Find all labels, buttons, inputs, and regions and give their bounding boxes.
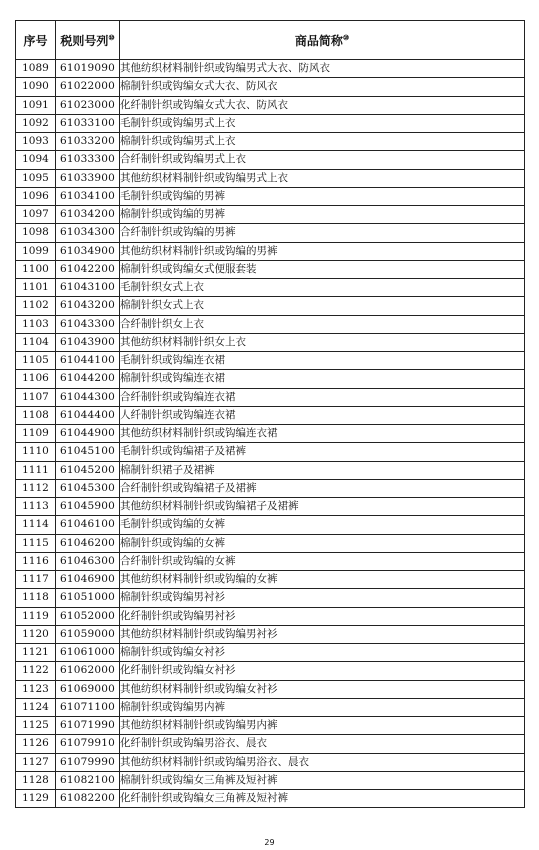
- cell-serial-number: 1091: [16, 96, 56, 114]
- cell-tariff-code: 61044100: [56, 352, 120, 370]
- table-row: [16, 333, 525, 351]
- table-row: [16, 297, 525, 315]
- cell-serial-number: 1102: [16, 297, 56, 315]
- cell-serial-number: 1095: [16, 169, 56, 187]
- cell-product-name: 人纤制针织或钩编连衣裙: [120, 406, 525, 424]
- cell-product-name: 毛制针织或钩编的女裤: [120, 516, 525, 534]
- cell-serial-number: 1112: [16, 479, 56, 497]
- cell-product-name: 其他纺织材料制针织女上衣: [120, 333, 525, 351]
- cell-product-name: 其他纺织材料制针织或钩编男衬衫: [120, 625, 525, 643]
- cell-serial-number: 1108: [16, 406, 56, 424]
- table-row: [16, 370, 525, 388]
- cell-tariff-code: 61062000: [56, 662, 120, 680]
- table-row: [16, 133, 525, 151]
- table-row: [16, 735, 525, 753]
- cell-tariff-code: 61045300: [56, 479, 120, 497]
- cell-product-name: 毛制针织或钩编裙子及裙裤: [120, 443, 525, 461]
- cell-tariff-code: 61046300: [56, 552, 120, 570]
- cell-product-name: 其他纺织材料制针织或钩编男内裤: [120, 717, 525, 735]
- cell-tariff-code: 61033200: [56, 133, 120, 151]
- cell-product-name: 棉制针织或钩编男内裤: [120, 698, 525, 716]
- cell-serial-number: 1113: [16, 498, 56, 516]
- cell-serial-number: 1123: [16, 680, 56, 698]
- table-row: [16, 662, 525, 680]
- cell-product-name: 棉制针织或钩编女式大衣、防风衣: [120, 78, 525, 96]
- cell-serial-number: 1096: [16, 187, 56, 205]
- cell-tariff-code: 61071990: [56, 717, 120, 735]
- table-row: [16, 534, 525, 552]
- table-row: [16, 644, 525, 662]
- table-row: [16, 151, 525, 169]
- table-row: [16, 260, 525, 278]
- table-row: [16, 352, 525, 370]
- cell-product-name: 棉制针织女式上衣: [120, 297, 525, 315]
- cell-serial-number: 1100: [16, 260, 56, 278]
- table-row: [16, 96, 525, 114]
- cell-product-name: 毛制针织或钩编的男裤: [120, 187, 525, 205]
- cell-tariff-code: 61045900: [56, 498, 120, 516]
- cell-tariff-code: 61059000: [56, 625, 120, 643]
- cell-serial-number: 1090: [16, 78, 56, 96]
- cell-serial-number: 1098: [16, 224, 56, 242]
- cell-product-name: 其他纺织材料制针织或钩编裙子及裙裤: [120, 498, 525, 516]
- table-row: [16, 571, 525, 589]
- cell-product-name: 合纤制针织女上衣: [120, 315, 525, 333]
- cell-product-name: 其他纺织材料制针织或钩编连衣裙: [120, 425, 525, 443]
- table-row: [16, 224, 525, 242]
- cell-serial-number: 1105: [16, 352, 56, 370]
- table-row: [16, 388, 525, 406]
- cell-tariff-code: 61034200: [56, 206, 120, 224]
- cell-serial-number: 1106: [16, 370, 56, 388]
- table-row: [16, 479, 525, 497]
- cell-product-name: 合纤制针织或钩编连衣裙: [120, 388, 525, 406]
- table-row: [16, 78, 525, 96]
- cell-tariff-code: 61079990: [56, 753, 120, 771]
- table-row: [16, 753, 525, 771]
- table-row: [16, 279, 525, 297]
- cell-product-name: 其他纺织材料制针织或钩编男式上衣: [120, 169, 525, 187]
- cell-product-name: 其他纺织材料制针织或钩编的女裤: [120, 571, 525, 589]
- cell-product-name: 合纤制针织或钩编的男裤: [120, 224, 525, 242]
- header-serial-number: 序号: [16, 21, 56, 60]
- cell-product-name: 化纤制针织或钩编女衬衫: [120, 662, 525, 680]
- cell-tariff-code: 61042200: [56, 260, 120, 278]
- cell-tariff-code: 61044900: [56, 425, 120, 443]
- cell-serial-number: 1092: [16, 114, 56, 132]
- cell-tariff-code: 61079910: [56, 735, 120, 753]
- table-row: [16, 498, 525, 516]
- table-row: [16, 461, 525, 479]
- cell-serial-number: 1129: [16, 790, 56, 808]
- cell-serial-number: 1101: [16, 279, 56, 297]
- header-tariff-code: 税则号列⑩: [56, 21, 120, 60]
- table-row: [16, 60, 525, 78]
- cell-tariff-code: 61045100: [56, 443, 120, 461]
- cell-product-name: 棉制针织或钩编女式便服套装: [120, 260, 525, 278]
- cell-product-name: 化纤制针织或钩编男衬衫: [120, 607, 525, 625]
- cell-serial-number: 1109: [16, 425, 56, 443]
- cell-tariff-code: 61043900: [56, 333, 120, 351]
- cell-tariff-code: 61082200: [56, 790, 120, 808]
- cell-product-name: 棉制针织或钩编的女裤: [120, 534, 525, 552]
- cell-tariff-code: 61052000: [56, 607, 120, 625]
- cell-product-name: 棉制针织或钩编女三角裤及短衬裤: [120, 771, 525, 789]
- cell-tariff-code: 61071100: [56, 698, 120, 716]
- cell-serial-number: 1103: [16, 315, 56, 333]
- cell-serial-number: 1111: [16, 461, 56, 479]
- cell-tariff-code: 61044300: [56, 388, 120, 406]
- cell-serial-number: 1124: [16, 698, 56, 716]
- cell-serial-number: 1121: [16, 644, 56, 662]
- tariff-table: [15, 20, 525, 808]
- cell-tariff-code: 61043100: [56, 279, 120, 297]
- cell-product-name: 化纤制针织或钩编女式大衣、防风衣: [120, 96, 525, 114]
- cell-product-name: 棉制针织裙子及裙裤: [120, 461, 525, 479]
- cell-serial-number: 1119: [16, 607, 56, 625]
- cell-tariff-code: 61043300: [56, 315, 120, 333]
- cell-serial-number: 1110: [16, 443, 56, 461]
- cell-product-name: 毛制针织女式上衣: [120, 279, 525, 297]
- cell-tariff-code: 61033100: [56, 114, 120, 132]
- table-row: [16, 717, 525, 735]
- footnote-mark: ⑩: [108, 32, 115, 42]
- cell-tariff-code: 61061000: [56, 644, 120, 662]
- cell-serial-number: 1125: [16, 717, 56, 735]
- cell-tariff-code: 61082100: [56, 771, 120, 789]
- cell-serial-number: 1120: [16, 625, 56, 643]
- cell-product-name: 其他纺织材料制针织或钩编女衬衫: [120, 680, 525, 698]
- cell-tariff-code: 61044200: [56, 370, 120, 388]
- table-row: [16, 771, 525, 789]
- cell-tariff-code: 61033900: [56, 169, 120, 187]
- cell-tariff-code: 61033300: [56, 151, 120, 169]
- cell-product-name: 其他纺织材料制针织或钩编男式大衣、防风衣: [120, 60, 525, 78]
- page-number: 29: [264, 838, 275, 847]
- cell-product-name: 棉制针织或钩编男衬衫: [120, 589, 525, 607]
- table-row: [16, 589, 525, 607]
- cell-product-name: 毛制针织或钩编男式上衣: [120, 114, 525, 132]
- table-row: [16, 187, 525, 205]
- table-row: [16, 516, 525, 534]
- cell-product-name: 化纤制针织或钩编男浴衣、晨衣: [120, 735, 525, 753]
- cell-tariff-code: 61046900: [56, 571, 120, 589]
- cell-tariff-code: 61043200: [56, 297, 120, 315]
- cell-serial-number: 1126: [16, 735, 56, 753]
- cell-tariff-code: 61051000: [56, 589, 120, 607]
- cell-serial-number: 1114: [16, 516, 56, 534]
- table-row: [16, 680, 525, 698]
- cell-serial-number: 1104: [16, 333, 56, 351]
- cell-tariff-code: 61044400: [56, 406, 120, 424]
- cell-product-name: 棉制针织或钩编男式上衣: [120, 133, 525, 151]
- table-row: [16, 552, 525, 570]
- cell-tariff-code: 61045200: [56, 461, 120, 479]
- cell-tariff-code: 61034300: [56, 224, 120, 242]
- table-row: [16, 406, 525, 424]
- cell-serial-number: 1127: [16, 753, 56, 771]
- table-row: [16, 425, 525, 443]
- cell-serial-number: 1116: [16, 552, 56, 570]
- cell-product-name: 合纤制针织或钩编男式上衣: [120, 151, 525, 169]
- header-product-name: 商品简称⑩: [120, 21, 525, 60]
- table-row: [16, 114, 525, 132]
- cell-tariff-code: 61046100: [56, 516, 120, 534]
- cell-serial-number: 1128: [16, 771, 56, 789]
- cell-product-name: 合纤制针织或钩编的女裤: [120, 552, 525, 570]
- cell-serial-number: 1115: [16, 534, 56, 552]
- table-row: [16, 625, 525, 643]
- cell-serial-number: 1117: [16, 571, 56, 589]
- cell-tariff-code: 61023000: [56, 96, 120, 114]
- cell-serial-number: 1122: [16, 662, 56, 680]
- cell-product-name: 化纤制针织或钩编女三角裤及短衬裤: [120, 790, 525, 808]
- cell-serial-number: 1089: [16, 60, 56, 78]
- cell-tariff-code: 61046200: [56, 534, 120, 552]
- table-row: [16, 443, 525, 461]
- table-row: [16, 698, 525, 716]
- cell-product-name: 其他纺织材料制针织或钩编的男裤: [120, 242, 525, 260]
- cell-serial-number: 1118: [16, 589, 56, 607]
- table-row: [16, 790, 525, 808]
- cell-serial-number: 1093: [16, 133, 56, 151]
- cell-product-name: 棉制针织或钩编女衬衫: [120, 644, 525, 662]
- cell-serial-number: 1107: [16, 388, 56, 406]
- cell-tariff-code: 61034900: [56, 242, 120, 260]
- cell-product-name: 棉制针织或钩编连衣裙: [120, 370, 525, 388]
- cell-tariff-code: 61022000: [56, 78, 120, 96]
- table-row: [16, 169, 525, 187]
- footnote-mark: ⑩: [342, 32, 350, 42]
- table-row: [16, 206, 525, 224]
- table-row: [16, 607, 525, 625]
- cell-tariff-code: 61069000: [56, 680, 120, 698]
- cell-tariff-code: 61019090: [56, 60, 120, 78]
- cell-serial-number: 1097: [16, 206, 56, 224]
- cell-product-name: 棉制针织或钩编的男裤: [120, 206, 525, 224]
- cell-serial-number: 1099: [16, 242, 56, 260]
- cell-serial-number: 1094: [16, 151, 56, 169]
- table-row: [16, 315, 525, 333]
- cell-product-name: 其他纺织材料制针织或钩编男浴衣、晨衣: [120, 753, 525, 771]
- table-header-row: [16, 21, 525, 60]
- cell-product-name: 毛制针织或钩编连衣裙: [120, 352, 525, 370]
- cell-product-name: 合纤制针织或钩编裙子及裙裤: [120, 479, 525, 497]
- table-row: [16, 242, 525, 260]
- cell-tariff-code: 61034100: [56, 187, 120, 205]
